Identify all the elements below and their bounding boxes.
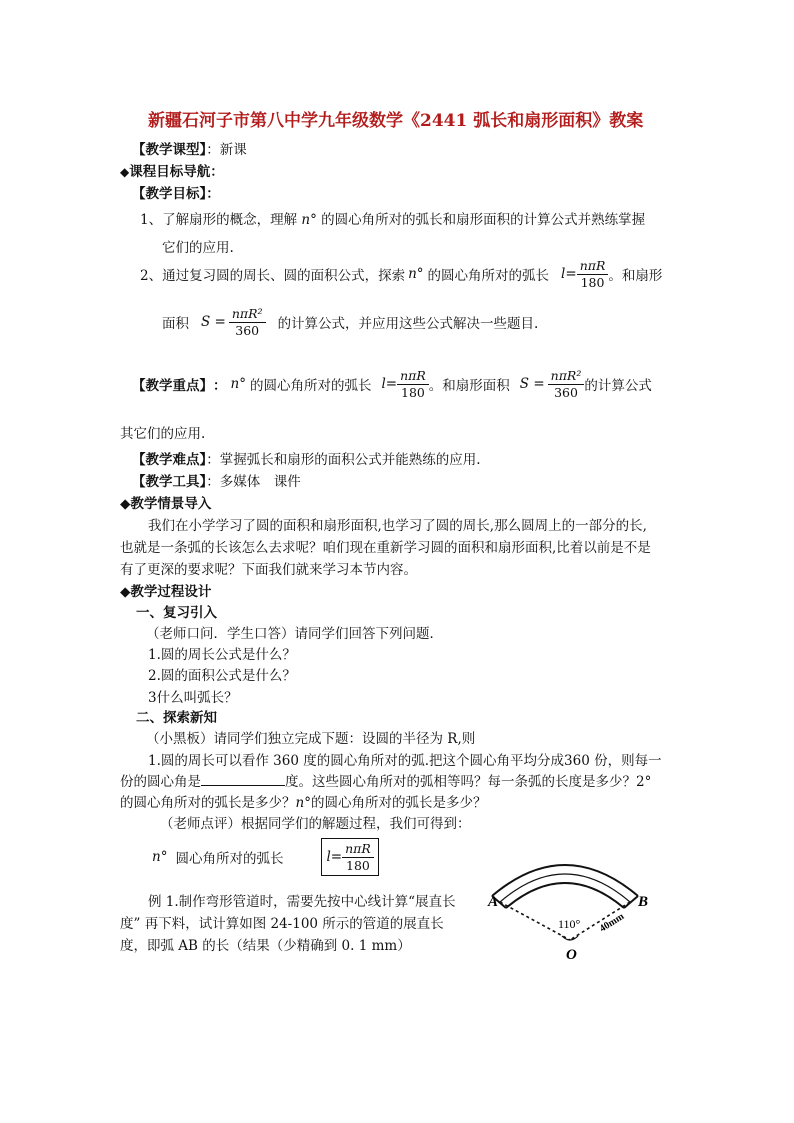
explore-intro: （小黑板）请同学们独立完成下题：设圆的半径为 R,则 — [146, 731, 476, 747]
objective-1-line-2: 它们的应用. — [162, 240, 234, 256]
area-denominator: 360 — [235, 322, 260, 338]
objective-2-text-a: 2、通过复习圆的周长、圆的面积公式，探索 — [140, 268, 406, 285]
lesson-type-line — [132, 138, 247, 158]
objective-2-text-e: 的计算公式，并应用这些公式解决一些题目. — [277, 316, 539, 333]
example-1-line-2: 度” 再下料，试计算如图 24-100 所示的管道的展直长 — [120, 916, 444, 932]
example-1-line-1: 例 1.制作弯形管道时，需要先按中心线计算“展直长 — [148, 894, 456, 910]
n-degree-symbol: n° — [295, 795, 311, 811]
review-heading: 一、复习引入 — [136, 605, 217, 621]
key-points-text-c: 的计算公式 — [584, 378, 652, 395]
pipe-inner-arc — [506, 883, 624, 908]
key-points-line-2: 其它们的应用. — [120, 426, 206, 442]
difficulty-label: 【教学难点】 — [132, 452, 207, 468]
review-question-2: 2.圆的面积公式是什么？ — [148, 668, 296, 684]
exercise-1-text-a: 份的圆心角是 — [120, 774, 201, 790]
pipe-right-end — [624, 896, 638, 908]
tools-line — [132, 470, 301, 490]
intro-paragraph-line-3: 有了更深的要求呢？下面我们就来学习本节内容。 — [120, 562, 417, 578]
review-intro: （老师口问．学生口答）请同学们回答下列问题． — [146, 626, 443, 642]
arc-length-fraction — [397, 368, 429, 400]
arc-numerator: nπR — [397, 368, 429, 385]
key-points-line — [132, 368, 652, 400]
bent-pipe-figure — [480, 840, 670, 965]
area-numerator: nπR² — [548, 368, 585, 385]
key-points-text-b: 。和扇形面积 — [428, 378, 510, 395]
arc-formula-left: l= — [381, 376, 398, 393]
objectives-heading — [132, 182, 220, 202]
arc-length-fraction — [342, 841, 374, 873]
lesson-type-label: 【教学课型】 — [132, 142, 207, 158]
key-points-label: 【教学重点】 — [132, 378, 213, 395]
page-title: 新疆石河子市第八中学九年级数学《2441 弧长和扇形面积》教案 — [148, 111, 644, 131]
key-points-colon: ： — [213, 378, 227, 395]
lesson-type-value: ：新课 — [206, 142, 247, 158]
area-numerator: nπR² — [229, 306, 266, 323]
tools-value: ：多媒体 课件 — [206, 474, 301, 490]
answer-blank — [201, 773, 285, 786]
intro-heading: ◆教学情景导入 — [120, 496, 212, 512]
arc-numerator: nπR — [342, 841, 374, 858]
objective-item-1 — [140, 208, 645, 228]
guide-heading — [120, 160, 224, 180]
objective-1-text-b: 的圆心角所对的弧长和扇形面积的计算公式并熟练掌握 — [321, 212, 646, 228]
review-question-3: 3什么叫弧长？ — [148, 690, 238, 706]
boxed-arc-formula — [321, 838, 378, 876]
n-degree-symbol: n° — [408, 266, 424, 283]
objective-2-text-b: 的圆心角所对的弧长 — [427, 268, 550, 285]
tools-label: 【教学工具】 — [132, 474, 207, 490]
difficulty-line — [132, 448, 481, 468]
diamond-icon: ◆ — [120, 165, 130, 179]
objective-1-text-a: 1、了解扇形的概念，理解 — [140, 212, 298, 228]
guide-colon: ： — [210, 164, 224, 180]
explore-heading: 二、探索新知 — [136, 710, 217, 726]
result-label: 圆心角所对的弧长 — [175, 851, 284, 868]
exercise-1-line-2 — [120, 770, 651, 790]
arc-denominator: 180 — [401, 384, 425, 400]
objectives-colon: ： — [206, 186, 220, 202]
result-line — [152, 838, 379, 876]
process-heading: ◆教学过程设计 — [120, 584, 212, 600]
exercise-1-line-1: 1.圆的周长可以看作 360 度的圆心角所对的弧.把这个圆心角平均分成360 份，则每一 — [148, 753, 662, 769]
n-degree-symbol: n° — [301, 212, 317, 228]
exercise-1-text-c: 的圆心角所对的弧长是多少？ — [120, 795, 296, 811]
exercise-1-text-b: 度。这些圆心角所对的弧相等吗？每一条弧的长度是多少？2° — [285, 774, 652, 790]
exercise-1-line-3 — [120, 791, 486, 811]
arc-formula-left: l= — [326, 849, 343, 866]
point-b-label: B — [638, 894, 649, 910]
intro-paragraph-line-2: 也就是一条弧的长该怎么去求呢？咱们现在重新学习圆的面积和扇形面积,比着以前是不是 — [120, 540, 651, 556]
objectives-label: 【教学目标】 — [132, 186, 207, 202]
arc-length-fraction — [577, 258, 609, 290]
arc-denominator: 180 — [580, 274, 605, 290]
arc-formula-left: l= — [561, 266, 577, 283]
review-question-1: 1.圆的周长公式是什么？ — [148, 647, 296, 663]
sector-area-fraction — [229, 306, 266, 338]
n-degree-symbol: n° — [230, 376, 246, 393]
guide-label: 课程目标导航 — [129, 164, 211, 180]
arc-denominator: 180 — [346, 857, 370, 873]
objective-2-line-2 — [162, 306, 538, 338]
teacher-review-note: （老师点评）根据同学们的解题过程，我们可得到： — [160, 816, 471, 832]
objective-item-2 — [140, 258, 662, 290]
area-formula-left: S = — [519, 376, 545, 393]
point-a-label: A — [488, 894, 499, 910]
objective-2-text-d: 面积 — [162, 316, 189, 333]
sector-area-fraction — [548, 368, 585, 400]
point-o-label: O — [566, 947, 577, 963]
example-1-line-3: 度，即弧 AB 的长（结果（少精确到 0. 1 mm） — [120, 938, 411, 954]
difficulty-value: ：掌握弧长和扇形的面积公式并能熟练的应用. — [206, 452, 481, 468]
area-formula-left: S = — [201, 314, 226, 331]
key-points-text-a: 的圆心角所对的弧长 — [249, 378, 372, 395]
area-denominator: 360 — [554, 384, 578, 400]
objective-2-text-c: 。和扇形 — [608, 268, 663, 285]
intro-paragraph-line-1: 我们在小学学习了圆的面积和扇形面积,也学习了圆的周长,那么圆周上的一部分的长, — [148, 518, 647, 534]
exercise-1-text-d: 的圆心角所对的弧长是多少？ — [310, 795, 487, 811]
angle-label: 110° — [558, 917, 581, 931]
n-degree-symbol: n° — [152, 849, 168, 866]
arc-numerator: nπR — [577, 258, 609, 275]
radius-label: 40mm — [597, 911, 627, 935]
